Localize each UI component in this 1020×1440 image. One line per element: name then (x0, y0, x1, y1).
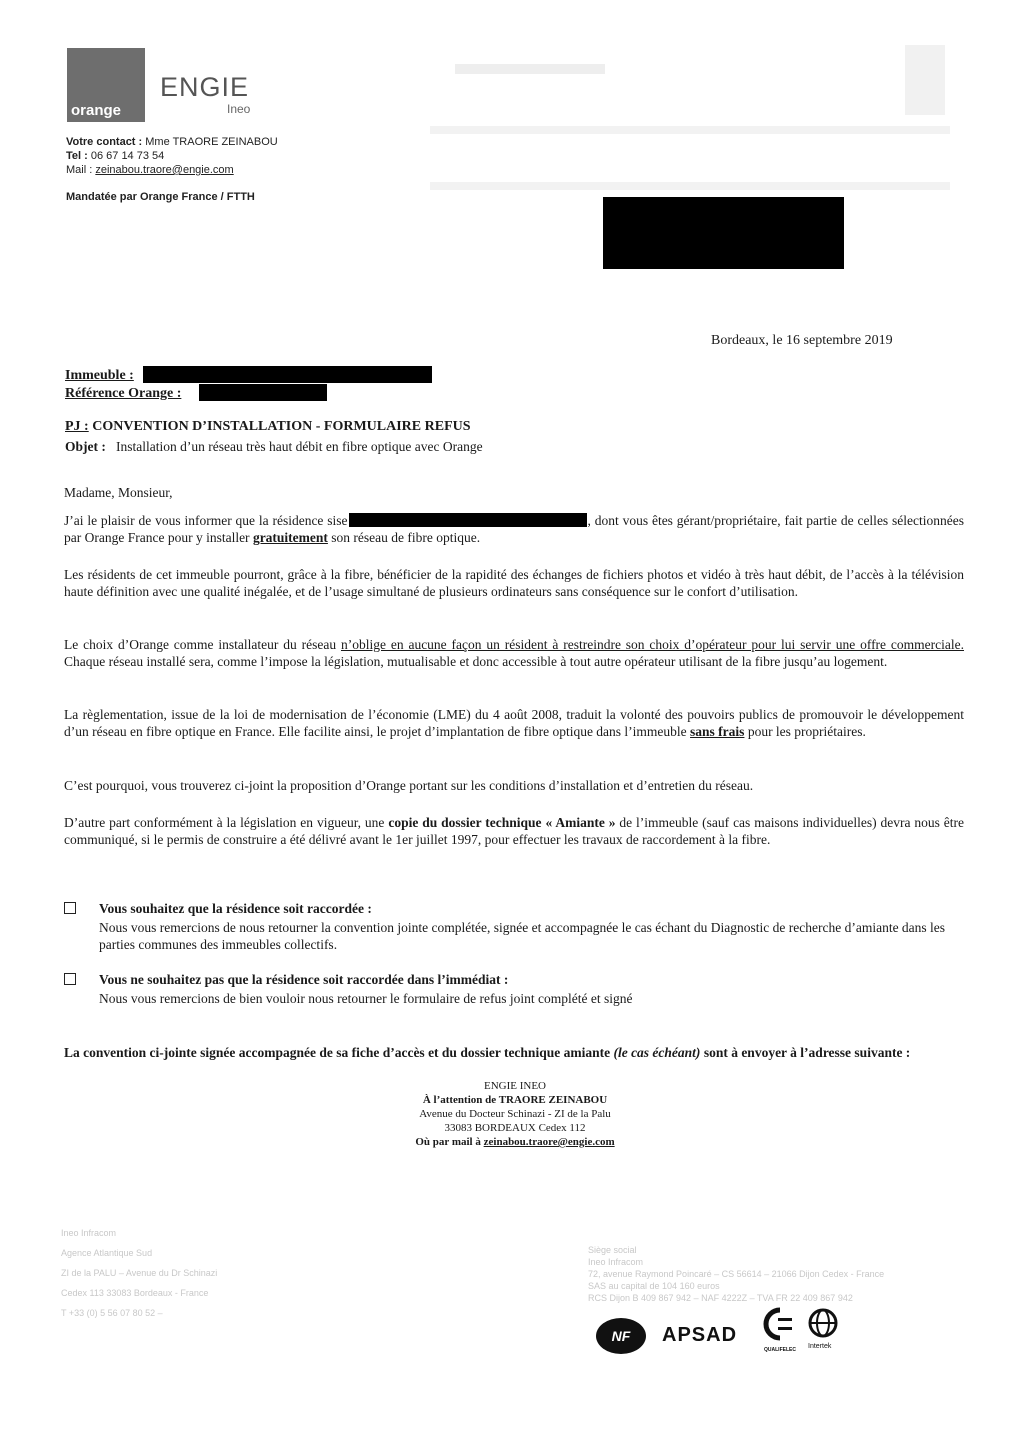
closing-text-a: La convention ci-jointe signée accompagnée de sa fiche d’accès et du dossier technique amiante (64, 1045, 611, 1060)
immeuble-label: Immeuble : (65, 368, 134, 383)
footer-right (588, 1244, 884, 1304)
p6-bold: copie du dossier technique « Amiante » (388, 815, 616, 830)
closing-paragraph (64, 1044, 964, 1061)
address-line-3: Avenue du Docteur Schinazi - ZI de la Palu (419, 1108, 611, 1120)
p1-text-b: , dont vous êtes gérant/propriétaire, fait partie de celles sélectionnées par Orange France pour y installer (64, 513, 964, 545)
option-1-text: Nous vous remercions de nous retourner la convention jointe complétée, signée et accompagnée le cas échant du Diagnostic de recherche d’amiante dans les parties communes des immeubles collectifs. (99, 920, 946, 952)
engie-logo: ENGIE (160, 72, 250, 102)
p6-text-a: D’autre part conformément à la législation en vigueur, une (64, 815, 385, 830)
reference-label: Référence Orange : (65, 386, 182, 401)
footer-right-line-4: SAS au capital de 104 160 euros (588, 1281, 720, 1291)
closing-text-b: sont à envoyer à l’adresse suivante : (703, 1045, 911, 1060)
tel-label: Tel : (66, 150, 88, 162)
objet-text: Installation d’un réseau très haut débit en fibre optique avec Orange (116, 439, 483, 454)
qualifelec-icon (762, 1306, 798, 1342)
p3-underline: n’oblige en aucune façon un résident à restreindre son choix d’opérateur pour lui servir une offre commerciale. (340, 637, 964, 652)
nf-logo: NF (596, 1318, 646, 1354)
scan-artifact (905, 45, 945, 115)
tel-value: 06 67 14 73 54 (90, 150, 165, 162)
pj-line (65, 419, 471, 435)
engie-logo-subtitle: Ineo (227, 102, 251, 116)
paragraph-3 (64, 636, 964, 670)
mail-label: Mail : (66, 164, 93, 176)
redacted-recipient (603, 197, 844, 269)
footer-right-line-2: Ineo Infracom (588, 1257, 644, 1267)
footer-right-line-5: RCS Dijon B 409 867 942 – NAF 4222Z – TVA FR 22 409 867 942 (588, 1293, 853, 1303)
option-2-checkbox[interactable] (64, 973, 76, 985)
redacted-immeuble (143, 366, 432, 383)
paragraph-5: C’est pourquoi, vous trouverez ci-joint la proposition d’Orange portant sur les conditions d’installation et d’entretien du réseau. (64, 778, 754, 793)
orange-logo (67, 48, 145, 122)
pj-label: PJ : (65, 419, 89, 434)
footer-left-line-5: T +33 (0) 5 56 07 80 52 – (61, 1308, 163, 1318)
date-line: Bordeaux, le 16 septembre 2019 (711, 333, 893, 348)
scan-artifact (455, 64, 605, 74)
orange-logo-text: orange (71, 102, 122, 119)
footer-left-line-4: Cedex 113 33083 Bordeaux - France (61, 1288, 209, 1298)
qualifelec-label: QUALIFELEC (764, 1347, 796, 1353)
p1-bold: gratuitement (252, 530, 328, 545)
objet-line (65, 439, 483, 455)
footer-right-line-1: Siège social (588, 1245, 637, 1255)
contact-label: Votre contact : (66, 136, 143, 148)
option-1-title: Vous souhaitez que la résidence soit raccordée : (99, 901, 372, 916)
paragraph-6 (64, 814, 964, 848)
p1-text-c: son réseau de fibre optique. (331, 530, 481, 545)
option-2-text: Nous vous remercions de bien vouloir nous retourner le formulaire de refus joint complété et signé (99, 991, 633, 1006)
p6-text-b: de l’immeuble (sauf cas maisons individuelles) devra nous être communiqué, si le permis de construire a été délivré avant le 1er juillet 1997, pour effectuer les travaux de raccordement à la fibre. (64, 815, 965, 847)
address-line-4: 33083 BORDEAUX Cedex 112 (444, 1122, 586, 1134)
address-mail-link[interactable]: zeinabou.traore@engie.com (483, 1136, 615, 1148)
intertek-label: Intertek (808, 1343, 832, 1350)
qualifelec-logo (762, 1306, 798, 1352)
option-1-checkbox[interactable] (64, 902, 76, 914)
p4-bold: sans frais (690, 724, 745, 739)
paragraph-2: Les résidents de cet immeuble pourront, grâce à la fibre, bénéficier de la rapidité des échanges de fichiers photos et vidéo à très haut débit, de l’accès à la télévision haute définition avec une qualité inégalée, et de l’usage simultané de plusieurs ordinateurs sans conséquence sur le confort d’utilisation. (64, 567, 964, 599)
footer-right-line-3: 72, avenue Raymond Poincaré – CS 56614 – 21066 Dijon Cedex - France (588, 1269, 885, 1279)
p3-text-a: Le choix d’Orange comme installateur du réseau (64, 637, 337, 652)
intertek-logo (808, 1308, 842, 1354)
address-line-1: ENGIE INEO (483, 1080, 546, 1092)
p1-text-a: J’ai le plaisir de vous informer que la résidence sise (64, 513, 348, 528)
address-block (280, 1079, 750, 1149)
salutation: Madame, Monsieur, (64, 485, 173, 500)
contact-block (66, 135, 278, 177)
objet-label: Objet : (65, 439, 106, 454)
scan-artifact (430, 182, 950, 190)
footer-left-line-1: Ineo Infracom (61, 1228, 117, 1238)
scan-artifact (430, 126, 950, 134)
globe-icon (808, 1308, 838, 1338)
closing-italic: (le cas échéant) (613, 1045, 701, 1060)
footer-left-line-2: Agence Atlantique Sud (61, 1248, 153, 1258)
p3-text-b: Chaque réseau installé sera, comme l’impose la législation, mutualisable et donc accessible à tout autre opérateur utilisant de la fibre jusqu’au logement. (64, 654, 888, 669)
paragraph-1 (64, 512, 964, 546)
footer-left (61, 1223, 217, 1323)
pj-text: CONVENTION D’INSTALLATION - FORMULAIRE REFUS (92, 419, 471, 434)
apsad-logo: APSAD (662, 1324, 738, 1346)
p4-text-a: La règlementation, issue de la loi de modernisation de l’économie (LME) du 4 août 2008, traduit la volonté des pouvoirs publics de promouvoir le développement d’un réseau en fibre optique en France. Elle facilite ainsi, le projet d’implantation de fibre optique dans l’immeuble (64, 707, 964, 739)
footer-left-line-3: ZI de la PALU – Avenue du Dr Schinazi (61, 1268, 218, 1278)
mail-link[interactable]: zeinabou.traore@engie.com (95, 164, 234, 176)
mandate-line: Mandatée par Orange France / FTTH (66, 191, 255, 203)
paragraph-4 (64, 706, 964, 740)
address-line-2: À l’attention de TRAORE ZEINABOU (422, 1094, 608, 1106)
p4-text-b: pour les propriétaires. (747, 724, 866, 739)
option-2-title: Vous ne souhaitez pas que la résidence soit raccordée dans l’immédiat : (99, 972, 509, 987)
contact-name: Mme TRAORE ZEINABOU (145, 136, 278, 148)
redacted-reference (199, 384, 327, 401)
address-mail-label: Où par mail à (415, 1136, 481, 1148)
redacted-address (349, 513, 587, 527)
